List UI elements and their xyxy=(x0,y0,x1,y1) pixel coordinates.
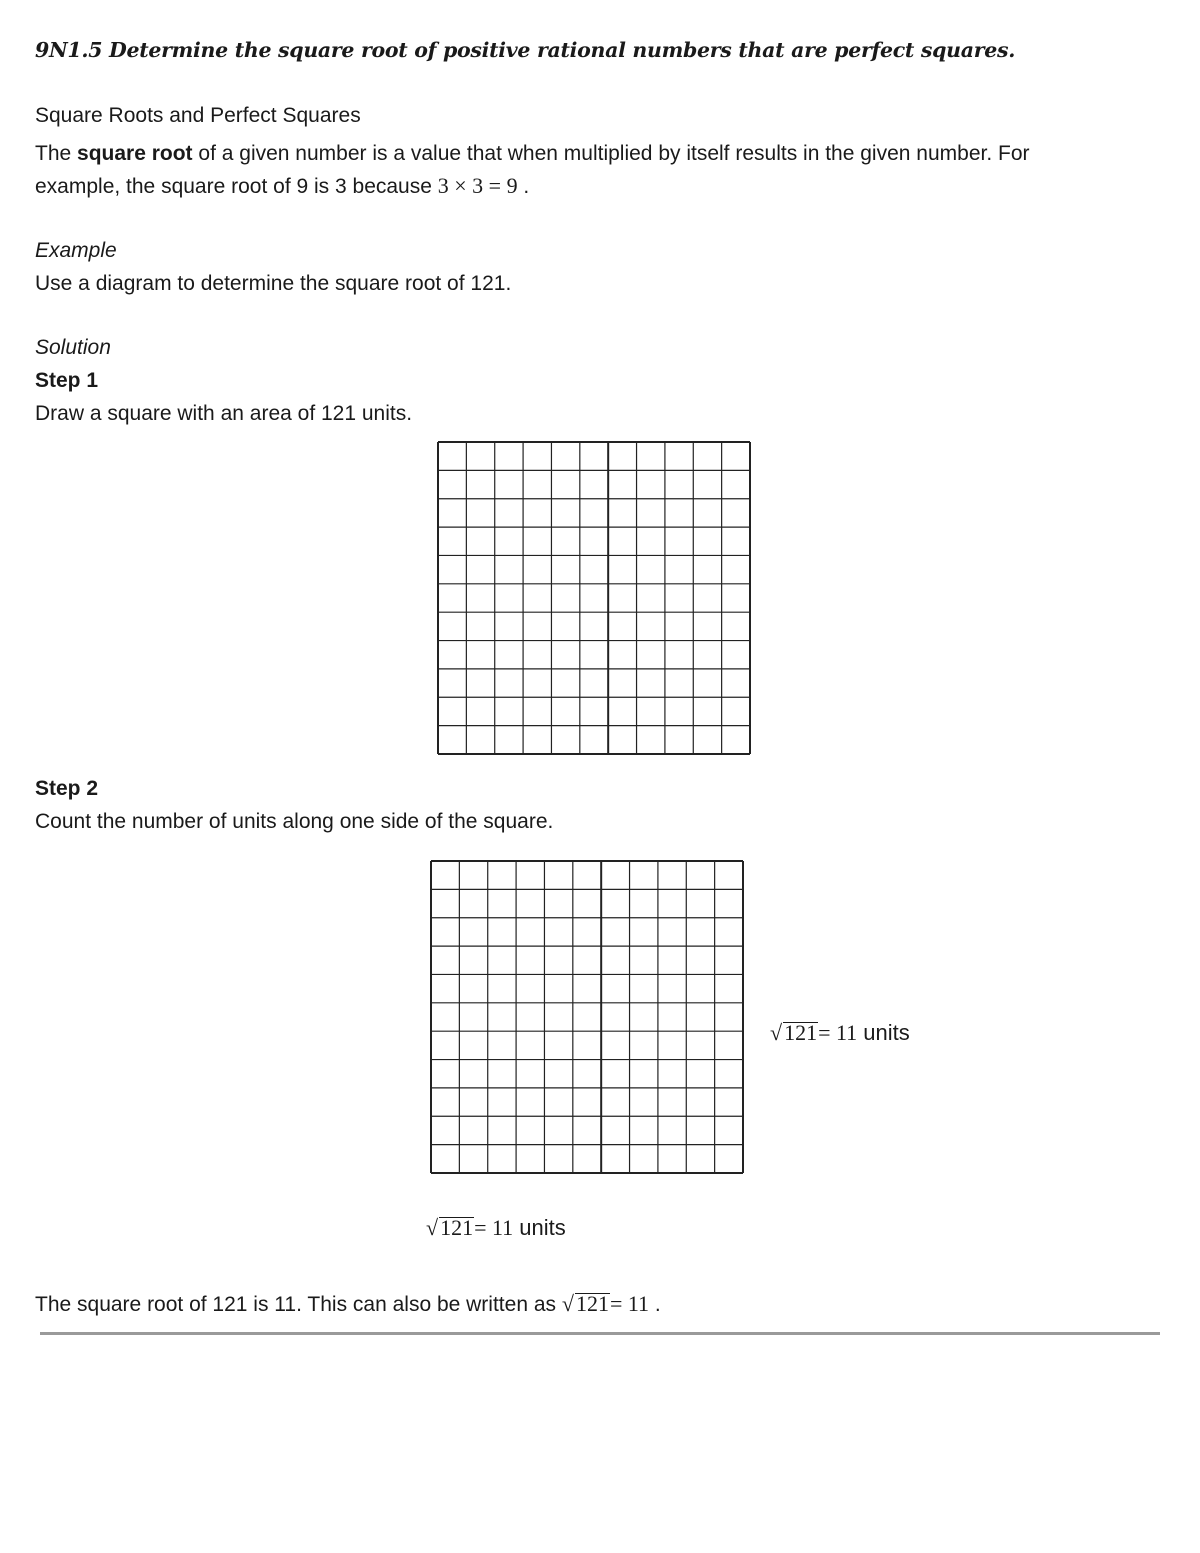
side-length-right-unit: units xyxy=(857,1020,910,1045)
standard-heading: 9N1.5 Determine the square root of positive rational numbers that are perfect squares. xyxy=(35,38,1016,62)
conclusion xyxy=(35,1288,661,1321)
solution-label: Solution xyxy=(35,336,111,359)
side-length-bottom-unit: units xyxy=(513,1215,566,1240)
step2-title: Step 2 xyxy=(35,777,99,800)
area-grid-step1 xyxy=(436,440,752,756)
definition-post: of a given number is a value that when multiplied by itself results in the given number. For xyxy=(192,142,1030,165)
step1-title: Step 1 xyxy=(35,369,99,392)
side-length-label-bottom xyxy=(426,1215,566,1241)
definition-line-2 xyxy=(35,170,529,203)
definition-term: square root xyxy=(77,142,193,165)
definition-equation: 3 × 3 = 9 xyxy=(437,173,518,198)
conclusion-text: The square root of 121 is 11. This can also be written as xyxy=(35,1293,562,1316)
definition-line-1 xyxy=(35,138,1030,170)
conclusion-eq: = 11 xyxy=(609,1291,650,1316)
step1-text: Draw a square with an area of 121 units. xyxy=(35,402,413,425)
side-length-label-right xyxy=(770,1020,910,1046)
radical-sign: √ xyxy=(770,1020,783,1045)
radicand-right: 121 xyxy=(784,1020,818,1045)
radical-sign: √ xyxy=(426,1215,439,1240)
side-length-right-eq: = 11 xyxy=(818,1020,858,1045)
radicand-bottom: 121 xyxy=(440,1215,474,1240)
example-text: Use a diagram to determine the square root of 121. xyxy=(35,272,512,295)
definition-line2: example, the square root of 9 is 3 because xyxy=(35,175,438,198)
section-title: Square Roots and Perfect Squares xyxy=(35,104,361,127)
side-length-bottom-eq: = 11 xyxy=(474,1215,514,1240)
section-divider xyxy=(40,1332,1160,1335)
step2-text: Count the number of units along one side of the square. xyxy=(35,810,554,833)
definition-end: . xyxy=(517,175,530,198)
conclusion-radicand: 121 xyxy=(575,1291,609,1316)
example-label: Example xyxy=(35,239,117,262)
area-grid-step2 xyxy=(429,859,745,1175)
conclusion-end: . xyxy=(649,1293,661,1316)
definition-pre: The xyxy=(35,142,78,165)
conclusion-radical: √121= 11 xyxy=(561,1291,650,1316)
